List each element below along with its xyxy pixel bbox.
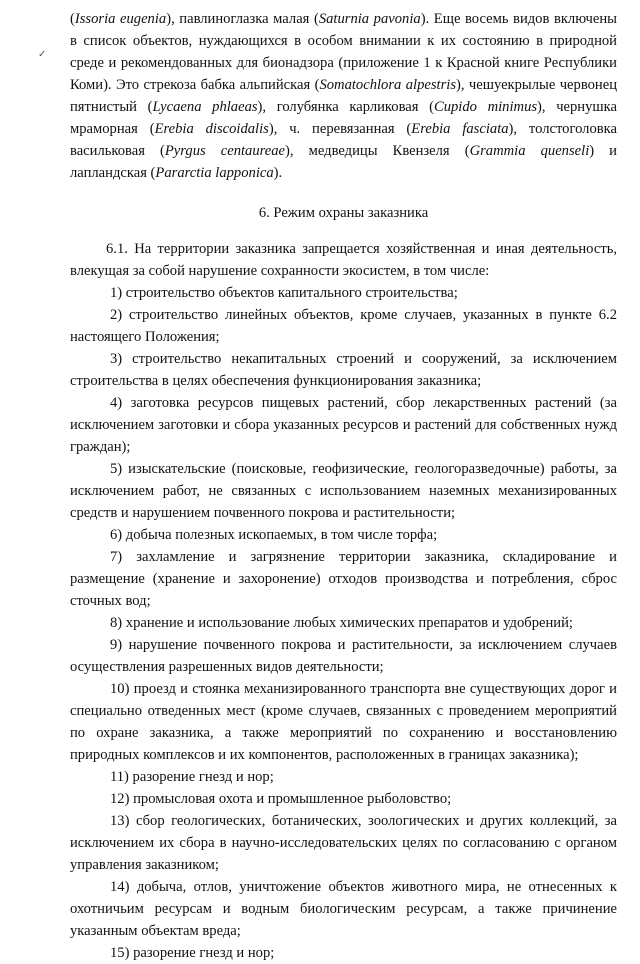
species-latin-name: Lycaena phlaeas bbox=[152, 99, 258, 115]
intro-text-run: ) и лапландская ( bbox=[70, 143, 617, 181]
species-latin-name: Pyrgus centaureae bbox=[164, 143, 286, 159]
section-heading: 6. Режим охраны заказника bbox=[258, 205, 429, 221]
list-item-1: 1) строительство объектов капитального строительства; bbox=[110, 285, 458, 301]
list-item-11: 11) разорение гнезд и нор; bbox=[110, 769, 274, 785]
list-item-6: 6) добыча полезных ископаемых, в том числе торфа; bbox=[110, 527, 438, 543]
list-item-4: 4) заготовка ресурсов пищевых растений, сбор лекарственных растений (за исключением заготовки и сбора указанных ресурсов и растений для собственных нужд граждан); bbox=[70, 395, 617, 455]
species-latin-name: Cupido minimus bbox=[433, 99, 538, 115]
list-item-9: 9) нарушение почвенного покрова и растительности, за исключением случаев осуществления разрешенных видов деятельности; bbox=[70, 637, 617, 675]
species-latin-name: Grammia quenseli bbox=[469, 143, 590, 159]
list-item-8: 8) хранение и использование любых химических препаратов и удобрений; bbox=[110, 615, 573, 631]
list-item-5: 5) изыскательские (поисковые, геофизические, геологоразведочные) работы, за исключением работ, не связанных с использованием наземных механизированных средств и нарушением почвенного покрова и растительности; bbox=[70, 461, 617, 521]
intro-text-run: ), голубянка карликовая ( bbox=[257, 99, 434, 115]
intro-paragraph bbox=[70, 8, 617, 184]
intro-text-run: ). Еще восемь видов включены в список объектов, нуждающихся в особом внимании к их состоянию в природной среде и рекомендованных для бионадзора (приложение 1 к Красной книге Республики Коми). Это стрекоза бабка альпийская ( bbox=[70, 11, 617, 93]
intro-text-run: ), чешуекрылые червонец пятнистый ( bbox=[70, 77, 617, 115]
list-item-10: 10) проезд и стоянка механизированного транспорта вне существующих дорог и специально отведенных мест (кроме случаев, связанных с проведением мероприятий по охране заказника, а также мероприятий по сохранению и восстановлению природных комплексов и их компонентов, расположенных в границах заказника); bbox=[70, 681, 617, 763]
list-item-3: 3) строительство некапитальных строений и сооружений, за исключением строительства в целях обеспечения функционирования заказника; bbox=[70, 351, 617, 389]
intro-text-run: ). bbox=[273, 165, 283, 181]
intro-text-run: ), чернушка мраморная ( bbox=[70, 99, 617, 137]
species-latin-name: Erebia fasciata bbox=[411, 121, 509, 137]
list-item-15: 15) разорение гнезд и нор; bbox=[110, 945, 275, 961]
section-body bbox=[70, 238, 617, 964]
intro-text-run: ), павлиноглазка малая ( bbox=[166, 11, 319, 27]
species-latin-name: Pararctia lapponica bbox=[155, 165, 274, 181]
list-item-14: 14) добыча, отлов, уничтожение объектов животного мира, не отнесенных к охотничьим ресурсам и водным биологическим ресурсам, а также причинение указанным объектам вреда; bbox=[70, 879, 617, 939]
section-lead-paragraph: 6.1. На территории заказника запрещается хозяйственная и иная деятельность, влекущая за собой нарушение сохранности экосистем, в том числе: bbox=[70, 241, 617, 279]
species-latin-name: Erebia discoidalis bbox=[154, 121, 269, 137]
species-latin-name: Issoria eugenia bbox=[74, 11, 167, 27]
list-item-13: 13) сбор геологических, ботанических, зоологических и других коллекций, за исключением их сбора в научно-исследовательских целях по согласованию с органом управления заказником; bbox=[70, 813, 617, 873]
margin-tick-mark: ✓ bbox=[38, 49, 47, 60]
intro-text-run: ), ч. перевязанная ( bbox=[268, 121, 412, 137]
species-latin-name: Somatochlora alpestris bbox=[319, 77, 456, 93]
list-item-2: 2) строительство линейных объектов, кроме случаев, указанных в пункте 6.2 настоящего Положения; bbox=[70, 307, 617, 345]
intro-text-run: ), медведицы Квензеля ( bbox=[285, 143, 470, 159]
intro-text-run: ), толстоголовка васильковая ( bbox=[70, 121, 617, 159]
list-item-7: 7) захламление и загрязнение территории заказника, складирование и размещение (хранение и захоронение) отходов производства и потребления, сброс сточных вод; bbox=[70, 549, 617, 609]
intro-text-run: ( bbox=[70, 11, 75, 27]
species-latin-name: Saturnia pavonia bbox=[318, 11, 421, 27]
list-item-12: 12) промысловая охота и промышленное рыболовство; bbox=[110, 791, 452, 807]
